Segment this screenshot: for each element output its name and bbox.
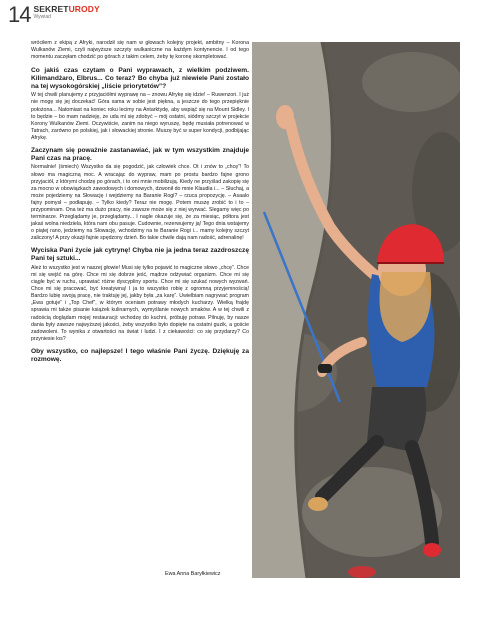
page-header [8,4,100,28]
question-3: Wyciska Pani życie jak cytrynę! Chyba nie ja jedna teraz zazdroszczę Pani tej sztuki... [31,247,249,263]
magazine-title [33,5,99,14]
magazine-title-right: URODY [68,4,100,14]
question-1: Co jakiś czas czytam o Pani wyprawach, z wielkim podziwem. Kilimandżaro, Elbrus... Co teraz? Bo chyba już niewiele Pani zostało na tej wysokogórskiej „liście priorytetów”? [31,67,249,90]
climbing-shoe-left [308,497,328,511]
climber-photo [252,42,460,578]
climber-illustration [252,42,460,578]
header-text [33,5,99,20]
page-number: 14 [8,2,31,27]
climber-hand [276,105,294,129]
answer-2: Normalnie! (śmiech) Wszystko da się pogodzić, jak człowiek chce. Ot i znów to „chcę”! To słowo ma magiczną moc. A wracając do wypraw, mam po prostu bardzo fajne grono przyjaciół, z którymi chodzę po górach, i to oni mnie mobilizują. Kiedy ne przyślad zakopię się za mocno w obowiązkach zawodowych i domowych, dzwonił do mnie Klaudia i... – Słuchaj, a może pojedziemy na Słowację i wejdziemy na Baranie Rogi? – rzuca propozycję. – Asaalo fajny pomysł – podłapuję. – Tylko kiedy? Teraz nie mogę. Potem muszę zrobić to i to – przypominam. Ona też ma dużo pracy, nie zawsze może się z niej wyrwać. Slegamy więc po terminarze. Przeglądamy je, przeglądamy... I nagle okazuje się, że za miesiąc, półtora jest jakaś wolna niedziela, która nam obu pasuje. Cudownie, rezerwujemy ją! Tego dnia wstajemy o piątej rano, jedziemy na Słowację, wchodzimy na te Baranie Rogi i... mamy kolejny szczyt zaliczony! A przy okazji fajnie spędzony dzień. Bo takie chwile dają nam radość, adrenalinę! [31,164,249,242]
article-intro: wróciłem z ekipą z Afryki, narodził się nam w głowach kolejny projekt, ambitny – Korona Wulkanów Ziemi, czyli najwyższe szczyty wulkaniczne na każdym kontynencie. I od tego momentu zaczęłam chodzić po górach z takim celem, żeby tę koronę skompletować. [31,40,249,61]
climber-watch [318,364,332,373]
gear-bag [348,566,376,578]
author-byline: Ewa Anna Baryłkiewicz [165,571,221,577]
magazine-title-left: SEKRET [33,4,69,14]
climbing-shoe-right [423,543,441,557]
closing-line: Oby wszystko, co najlepsze! I tego właśnie Pani życzę. Dziękuję za rozmowę. [31,347,249,363]
section-label: Wywiad [33,14,51,20]
answer-3: Ależ to wszystko jest w naszej głowie! Musi się tylko pojawić to magiczne słowo „chcę”. Chce mi się wejść na górę. Chce mi się dobrze jeść, mądrze odżywiać organizm. Chce mi się ciągle być w ruchu, uprawiać różne dyscypliny sportu. Chce mi się szukać nowych wyzwań. Chce mi się pracować, być kreatywną! I ja to wszystko robię z ogromną przyjemnością! Bardzo lubię swoją pracę, nie traktuję jej, jakby była „za karę”. Uwielbiam nagrywać program „Ewa gotuje” i „Top Chef”, w którym oceniam potrawy młodych kucharzy. Wielką frajdę sprawia mi także pisanie książek kulinarnych, wymyślanie nowych smaków. A w tej chwili z radością doglądam mojej restauracji: wchodzę do kuchni, próbuję potraw. Pilnuję, by nasze dania były zawsze najwyższej jakości, żeby wszystko było dopięte na ostatni guzik, a goście zadowoleni. To wynika z otwartości na świat i ludzi. I z ciekawości: co się przydarzy? Co przyniesie los? [31,264,249,342]
question-2: Zaczynam się poważnie zastanawiać, jak w tym wszystkim znajduje Pani czas na pracę. [31,147,249,162]
answer-1: W tej chwili planujemy z przyjaciółmi wyprawę na – znowu Afrykę się idzie! – Ruwenzori. I już nie mogę się jej doczekać! Góra sama w sobie jest piękna, a jeszcze do tego przepięknie położona... Natomiast na koniec roku lecimy na Antarktydę, aby wspiąć się na Mount Sidley. I to będzie – bo mam nadzieję, że uda mi się zdobyć – mój ostatni, siódmy szczyt w projekcie Korony Wulkanów Ziemi. Oczywiście, zanim na niego wyruszę, będę musiała potrenować w Tatrach, zarówno po polskiej, jak i słowackiej stronie. Muszę być w super kondycji, podbijając Afrykę. [31,92,249,141]
article-column [31,40,249,365]
